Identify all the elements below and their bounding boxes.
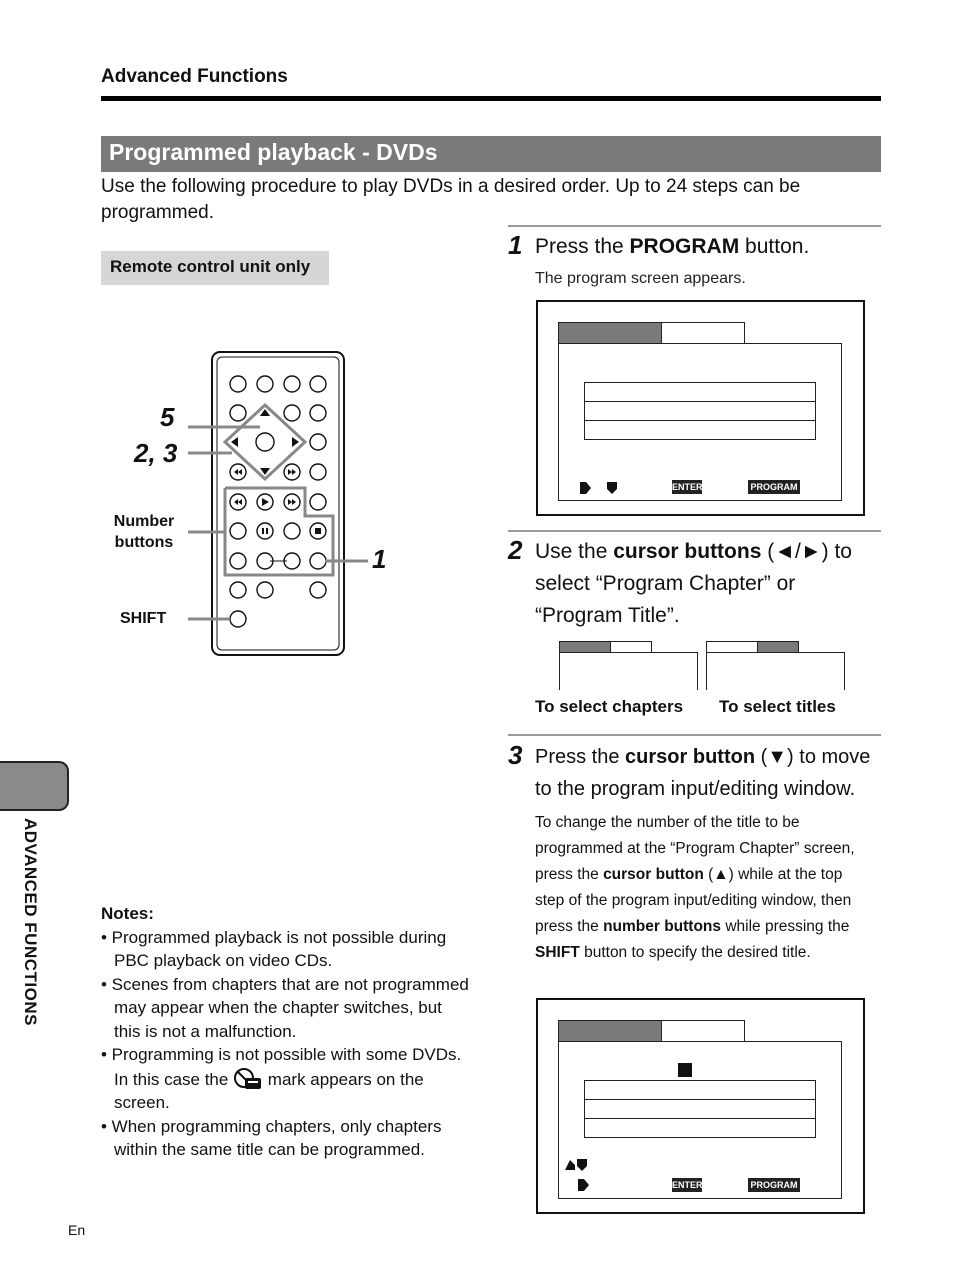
step2-title-bold: cursor buttons [613, 540, 762, 563]
chapter-tab-diagram [559, 641, 697, 689]
cursor-center-button [256, 433, 274, 451]
number-buttons-label: Number buttons [113, 513, 175, 551]
remote-only-tag [101, 251, 329, 285]
screen1-row [584, 401, 816, 421]
step3-body [535, 810, 875, 966]
remote-only-label: Remote control unit only [110, 257, 311, 276]
screen2-program-icon: PROGRAM [748, 1178, 800, 1192]
step3-body-6: SHIFT [535, 944, 580, 961]
step1-title [535, 231, 809, 263]
title-bar [101, 136, 881, 172]
screen1-program-icon: PROGRAM [748, 480, 800, 494]
step3-rule [508, 734, 881, 736]
step3-title-pre: Press the [535, 746, 626, 768]
step3-body-5: while pressing the [721, 918, 850, 935]
program-screen-1 [536, 300, 865, 516]
step1-rule [508, 225, 881, 227]
screen1-arrow-icons [578, 480, 622, 496]
chapter-tab-panel [559, 652, 698, 690]
chapters-caption: To select chapters [535, 697, 684, 716]
note-item: • Programmed playback is not possible during PBC playback on video CDs. [101, 927, 447, 970]
step1-title-bold: PROGRAM [629, 235, 740, 258]
shift-label: SHIFT [120, 610, 167, 627]
step2-title-post: (◄/►) to select “Program Chapter” or “Program Title”. [535, 540, 852, 627]
screen2-row [584, 1118, 816, 1138]
screen2-arrow-icons [564, 1157, 594, 1195]
step3-title [535, 741, 885, 805]
note-item-pre: • Programming is not possible with some DVDs. In this case the [101, 1045, 462, 1089]
screen1-enter-icon: ENTER [672, 482, 703, 492]
callout-step-1: 1 [372, 544, 387, 574]
title-tab-panel [706, 652, 845, 690]
screen2-row [584, 1099, 816, 1119]
titles-caption: To select titles [719, 697, 836, 716]
screen2-tab-inactive [661, 1020, 745, 1042]
screen2-row [584, 1080, 816, 1100]
side-tab-marker [0, 761, 69, 811]
notes-section [101, 902, 471, 1162]
section-header: Advanced Functions [101, 66, 288, 87]
step1-number: 1 [508, 230, 523, 260]
step2-number: 2 [508, 535, 523, 565]
intro-text: Use the following procedure to play DVDs in a desired order. Up to 24 steps can be programmed. [101, 176, 801, 223]
callout-step-5: 5 [160, 402, 175, 432]
step2-rule [508, 530, 881, 532]
step3-body-4: number buttons [603, 918, 722, 935]
step3-body-3: (▲) while at the top step of the program input/editing window, then press the [535, 866, 852, 935]
step1-title-pre: Press the [535, 235, 630, 258]
screen2-cursor-block [678, 1063, 692, 1077]
step3-title-bold: cursor button [625, 746, 756, 768]
step3-body-7: button to specify the desired title. [579, 944, 811, 961]
page-title: Programmed playback - DVDs [109, 139, 438, 165]
header-rule [101, 96, 881, 101]
callout-step-2-3: 2, 3 [134, 438, 178, 468]
program-screen-2 [536, 998, 865, 1214]
step2-title-pre: Use the [535, 540, 614, 563]
shift-button-circle [230, 611, 246, 627]
title-tab-diagram [706, 641, 844, 689]
note-item: • Scenes from chapters that are not programmed may appear when the chapter switches, but this is not a malfunction. [101, 974, 469, 1041]
step1-subtext: The program screen appears. [535, 270, 746, 287]
step3-body-1: To change the number of the title to be programmed at the “Program Chapter” screen, press the [535, 814, 855, 883]
screen2-enter-icon: ENTER [672, 1180, 703, 1190]
side-tab-text: ADVANCED FUNCTIONS [21, 818, 40, 1026]
screen1-row [584, 420, 816, 440]
note-item [101, 1043, 471, 1115]
note-item-post: mark appears on the screen. [114, 1069, 424, 1112]
step3-title-post: (▼) to move to the program input/editing window. [535, 746, 871, 800]
notes-heading: Notes: [101, 904, 154, 923]
note-item: • When programming chapters, only chapters within the same title can be programmed. [101, 1116, 442, 1159]
screen1-tab-inactive [661, 322, 745, 344]
notes-list [101, 926, 471, 1162]
step3-body-2: cursor button [603, 866, 704, 883]
step2-title [535, 536, 875, 632]
step3-number: 3 [508, 740, 523, 770]
screen1-row [584, 382, 816, 402]
screen1-tab-active [558, 322, 662, 344]
prohibited-disc-icon [233, 1067, 263, 1091]
page-language: En [68, 1222, 86, 1238]
step1-title-post: button. [739, 235, 810, 258]
screen2-tab-active [558, 1020, 662, 1042]
